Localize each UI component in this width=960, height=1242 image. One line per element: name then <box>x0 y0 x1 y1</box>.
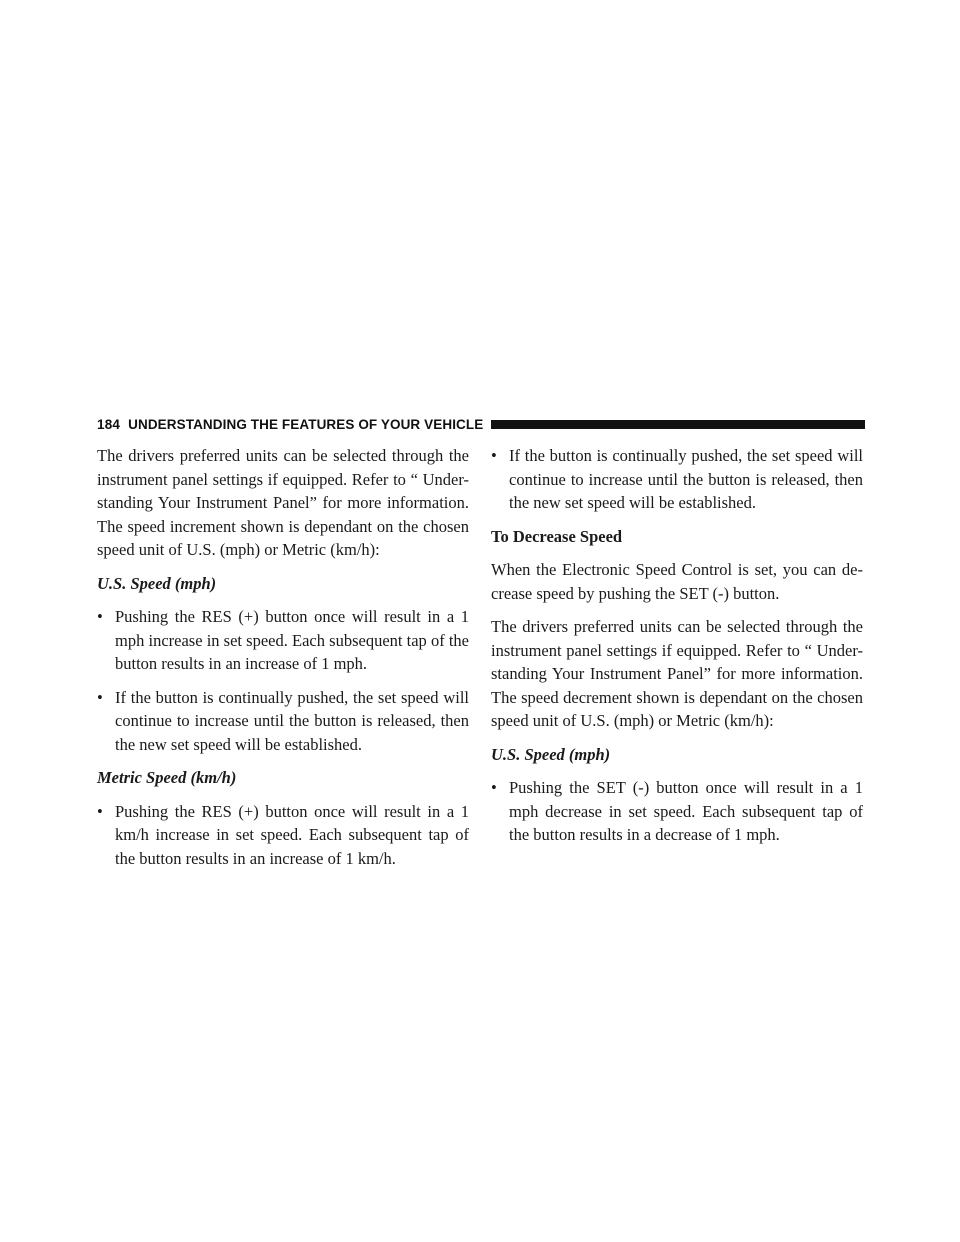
list-item <box>491 776 863 847</box>
bullet-text: Pushing the RES (+) button once will result in a 1 km/h increase in set speed. Each subsequent tap of the button results in an increase of 1 km/h. <box>115 801 469 868</box>
header-rule <box>491 420 865 429</box>
page-number: 184 <box>97 416 121 432</box>
units-decrement-paragraph: The drivers preferred units can be selected through the instrument panel settings if equipped. Refer to “ Under- standing Your Instrument Panel” for more information. The speed decrement shown is dependant on the chosen speed unit of U.S. (mph) or Metric (km/h): <box>491 617 863 730</box>
us-speed-heading: U.S. Speed (mph) <box>491 744 611 764</box>
us-speed-heading: U.S. Speed (mph) <box>97 573 217 593</box>
bullet-text: If the button is continually pushed, the set speed will continue to increase until the button is released, then the new set speed will be established. <box>509 446 863 512</box>
metric-speed-heading: Metric Speed (km/h) <box>97 768 237 787</box>
section-title: UNDERSTANDING THE FEATURES OF YOUR VEHICLE <box>128 416 484 432</box>
bullet-text: Pushing the SET (-) button once will result in a 1 mph decrease in set speed. Each subsequent tap of the button results in a decrease of 1 mph. <box>509 778 863 844</box>
list-item <box>97 686 469 757</box>
list-item <box>491 444 863 515</box>
bullet-icon: • <box>97 687 103 707</box>
units-intro-paragraph: The drivers preferred units can be selected through the instrument panel settings if equipped. Refer to “ Under- standing Your Instrument Panel” for more information. The speed increment shown is dependant on the chosen speed unit of U.S. (mph) or Metric (km/h): <box>97 446 469 559</box>
bullet-text: If the button is continually pushed, the set speed will continue to increase until the button is released, then the new set speed will be established. <box>115 687 469 754</box>
bullet-icon: • <box>491 446 497 465</box>
bullet-icon: • <box>97 607 103 626</box>
left-column <box>97 444 469 880</box>
bullet-icon: • <box>491 778 497 797</box>
right-column <box>491 444 863 857</box>
decrease-speed-paragraph: When the Electronic Speed Control is set, you can de- crease speed by pushing the SET (-) button. <box>491 560 863 603</box>
page-header <box>97 415 865 433</box>
list-item <box>97 800 469 871</box>
list-item <box>97 605 469 676</box>
bullet-text: Pushing the RES (+) button once will result in a 1 mph increase in set speed. Each subsequent tap of the button results in an increase of 1 mph. <box>115 607 469 673</box>
decrease-speed-heading: To Decrease Speed <box>491 526 623 546</box>
bullet-icon: • <box>97 801 103 821</box>
